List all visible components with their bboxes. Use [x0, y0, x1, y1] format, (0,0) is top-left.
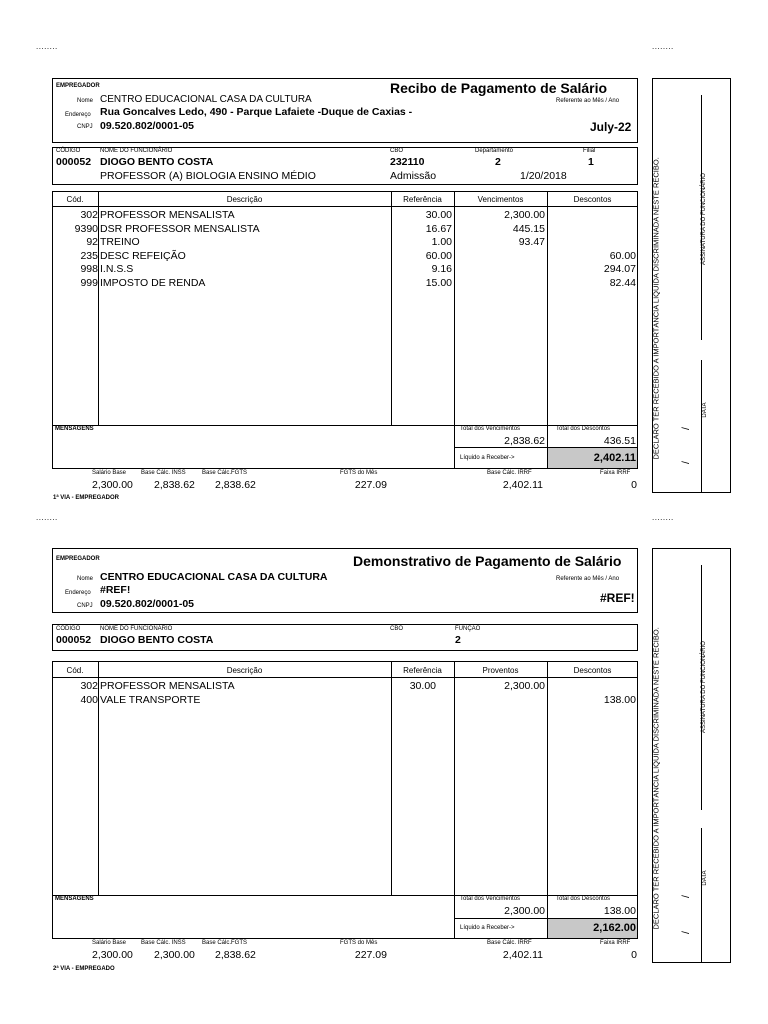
cnpj-value: 09.520.802/0001-05: [100, 120, 195, 132]
employee-name-label: NOME DO FUNCIONÁRIO: [100, 148, 173, 154]
item-ref: 60.00: [425, 249, 452, 262]
base-irrf-label: Base Cálc. IRRF: [487, 470, 532, 476]
base-irrf-value: 2,402.11: [502, 949, 543, 961]
col-header-descontos: Descontos: [573, 195, 612, 204]
total-vencimentos: 2,838.62: [504, 435, 545, 447]
items-cod-column: [52, 680, 98, 707]
department-label: Departamento: [475, 148, 514, 154]
salario-base-label: Salário Base: [92, 940, 127, 946]
net-value: 2,162.00: [593, 922, 636, 934]
date-slash: /: [680, 895, 692, 898]
items-venc-column: [455, 209, 545, 290]
item-vencimento: [455, 250, 545, 264]
item-ref: 30.00: [409, 680, 436, 692]
employer-address: #REF!: [100, 584, 131, 596]
items-ref-column: [392, 680, 436, 707]
item-desc: PROFESSOR MENSALISTA: [100, 209, 235, 221]
separator-dots: ........: [36, 513, 58, 522]
items-venc-column: [455, 680, 545, 707]
col-header-ref: Referência: [403, 666, 442, 675]
employer-name: CENTRO EDUCACIONAL CASA DA CULTURA: [100, 94, 312, 105]
base-irrf-value: 2,402.11: [502, 479, 543, 491]
employer-label: EMPREGADOR: [56, 83, 100, 89]
base-fgts-value: 2,838.62: [215, 479, 256, 491]
item-ref: [392, 694, 436, 708]
total-vencimentos: 2,300.00: [504, 905, 545, 917]
period-value: #REF!: [600, 591, 635, 605]
date-label: DATA: [702, 870, 708, 886]
net-label: Líquido a Receber->: [460, 455, 515, 461]
net-value: 2,402.11: [593, 452, 636, 464]
reference-label: Referente ao Mês / Ano: [556, 576, 620, 582]
item-ref: 30.00: [425, 209, 452, 221]
address-label: Endereço: [65, 590, 91, 596]
item-ref: 9.16: [431, 263, 452, 275]
items-descontos-column: [548, 680, 636, 707]
admission-label: Admissão: [390, 170, 437, 182]
admission-date: 1/20/2018: [520, 170, 567, 182]
item-desc: TREINO: [100, 236, 140, 248]
item-desconto: 294.07: [603, 263, 636, 275]
base-fgts-label: Base Cálc.FGTS: [202, 940, 248, 946]
col-header-vencimentos: Vencimentos: [477, 195, 524, 204]
item-desconto: [548, 236, 636, 250]
total-venc-label: Total dos Vencimentos: [460, 896, 521, 902]
total-descontos: 138.00: [603, 905, 636, 917]
employer-label: EMPREGADOR: [56, 556, 100, 562]
separator-dots: ........: [36, 42, 58, 51]
separator-dots: ........: [652, 42, 674, 51]
item-desc: I.N.S.S: [100, 263, 134, 275]
messages-label: MENSAGENS: [55, 896, 94, 902]
items-desc-column: [100, 680, 390, 707]
col-header-cod: Cód.: [66, 195, 84, 204]
employer-name: CENTRO EDUCACIONAL CASA DA CULTURA: [100, 571, 328, 583]
fgts-mes-value: 227.09: [354, 949, 387, 961]
items-cod-column: [52, 209, 98, 290]
col-header-desc: Descrição: [226, 195, 263, 204]
item-vencimento: 2,300.00: [504, 209, 545, 221]
item-cod: 235: [80, 249, 98, 262]
cbo-value: 232110: [390, 156, 425, 168]
cbo-label: CBO: [390, 148, 404, 154]
faixa-irrf-label: Faixa IRRF: [600, 470, 631, 476]
fgts-mes-value: 227.09: [354, 479, 387, 491]
item-provento: [455, 694, 545, 708]
item-cod: 302: [80, 680, 98, 692]
base-inss-label: Base Cálc. INSS: [141, 940, 186, 946]
item-desconto: [548, 223, 636, 237]
item-cod: 9390: [74, 222, 98, 235]
fgts-mes-label: FGTS do Mês: [340, 470, 378, 476]
item-vencimento: [455, 277, 545, 291]
item-cod: 998: [80, 263, 98, 275]
separator-dots: ........: [652, 513, 674, 522]
item-desc: VALE TRANSPORTE: [100, 693, 201, 706]
employee-code: 000052: [56, 156, 92, 168]
item-ref: 15.00: [425, 276, 452, 289]
item-desconto: [548, 680, 636, 694]
items-ref-column: [392, 209, 452, 290]
signature-box: [652, 78, 731, 493]
employee-name-label: NOME DO FUNCIONÁRIO: [100, 626, 173, 632]
salario-base-label: Salário Base: [92, 470, 127, 476]
address-label: Endereço: [65, 112, 91, 118]
date-slash: /: [680, 931, 692, 934]
employee-code: 000052: [56, 634, 92, 646]
net-label: Líquido a Receber->: [460, 925, 515, 931]
fgts-mes-label: FGTS do Mês: [340, 940, 378, 946]
item-desconto: 82.44: [609, 276, 636, 289]
date-slash: /: [680, 461, 692, 464]
item-vencimento: [455, 263, 545, 277]
name-label: Nome: [77, 98, 94, 104]
base-irrf-label: Base Cálc. IRRF: [487, 940, 532, 946]
item-desc: PROFESSOR MENSALISTA: [100, 680, 235, 692]
item-ref: 16.67: [425, 222, 452, 235]
filial-label: Filial: [583, 148, 596, 154]
funcao-value: 2: [455, 634, 461, 646]
receipt-title: Recibo de Pagamento de Salário: [390, 80, 608, 96]
item-ref: 1.00: [431, 236, 452, 248]
item-cod: 302: [80, 209, 98, 221]
salario-base-value: 2,300.00: [92, 949, 133, 961]
item-desconto: 60.00: [609, 249, 636, 262]
funcao-label: FUNÇÃO: [455, 626, 481, 632]
filial-value: 1: [588, 156, 594, 168]
declaration-text: DECLARO TER RECEBIDO A IMPORTÂNCIA LÍQUIDA DISCRIMINADA NESTE RECIBO.: [651, 157, 661, 460]
reference-label: Referente ao Mês / Ano: [556, 98, 620, 104]
total-venc-label: Total dos Vencimentos: [460, 426, 521, 432]
name-label: Nome: [77, 576, 94, 582]
receipt-title: Demonstrativo de Pagamento de Salário: [353, 553, 622, 569]
total-desc-label: Total dos Descontos: [556, 426, 611, 432]
base-inss-value: 2,838.62: [154, 479, 195, 491]
period-value: July-22: [590, 120, 632, 134]
date-label: DATA: [702, 402, 708, 418]
faixa-irrf-value: 0: [631, 949, 637, 961]
item-vencimento: 445.15: [512, 222, 545, 235]
base-inss-value: 2,300.00: [154, 949, 195, 961]
cnpj-value: 09.520.802/0001-05: [100, 598, 195, 610]
base-fgts-label: Base Cálc.FGTS: [202, 470, 248, 476]
signature-box: [652, 548, 731, 963]
job-title: PROFESSOR (A) BIOLOGIA ENSINO MÉDIO: [100, 170, 316, 182]
total-desc-label: Total dos Descontos: [556, 896, 611, 902]
employee-name: DIOGO BENTO COSTA: [100, 156, 214, 168]
department-value: 2: [495, 156, 501, 168]
items-desc-column: [100, 209, 390, 290]
date-slash: /: [680, 427, 692, 430]
employee-name: DIOGO BENTO COSTA: [100, 634, 214, 646]
col-header-ref: Referência: [403, 195, 442, 204]
total-descontos: 436.51: [603, 435, 636, 447]
employer-address: Rua Goncalves Ledo, 490 - Parque Lafaiete -Duque de Caxias -: [100, 106, 413, 118]
faixa-irrf-label: Faixa IRRF: [600, 940, 631, 946]
item-desc: DESC REFEIÇÃO: [100, 249, 186, 262]
faixa-irrf-value: 0: [631, 479, 637, 491]
col-header-cod: Cód.: [66, 666, 84, 675]
salario-base-value: 2,300.00: [92, 479, 133, 491]
cnpj-label: CNPJ: [77, 124, 93, 130]
signature-label: ASSINATURA DO FUNCIONÁRIO: [701, 173, 707, 265]
item-cod: 92: [86, 236, 98, 248]
declaration-text: DECLARO TER RECEBIDO A IMPORTÂNCIA LÍQUIDA DISCRIMINADA NESTE RECIBO.: [651, 627, 661, 930]
code-label: CÓDIGO: [56, 626, 81, 632]
item-cod: 400: [80, 693, 98, 706]
base-fgts-value: 2,838.62: [215, 949, 256, 961]
item-desconto: 138.00: [603, 693, 636, 706]
signature-label: ASSINATURA DO FUNCIONÁRIO: [701, 641, 707, 733]
item-provento: 2,300.00: [504, 680, 545, 692]
col-header-descontos: Descontos: [573, 666, 612, 675]
items-descontos-column: [548, 209, 636, 290]
col-header-desc: Descrição: [226, 666, 263, 675]
item-desc: IMPOSTO DE RENDA: [100, 276, 206, 289]
item-cod: 999: [80, 276, 98, 289]
item-desconto: [548, 209, 636, 223]
via-label: 2ª VIA - EMPREGADO: [53, 966, 115, 972]
messages-label: MENSAGENS: [55, 426, 94, 432]
cbo-label: CBO: [390, 626, 404, 632]
code-label: CÓDIGO: [56, 148, 81, 154]
via-label: 1ª VIA - EMPREGADOR: [53, 495, 120, 501]
item-desc: DSR PROFESSOR MENSALISTA: [100, 222, 260, 235]
base-inss-label: Base Cálc. INSS: [141, 470, 186, 476]
cnpj-label: CNPJ: [77, 603, 93, 609]
col-header-proventos: Proventos: [482, 666, 519, 675]
item-vencimento: 93.47: [518, 236, 545, 248]
